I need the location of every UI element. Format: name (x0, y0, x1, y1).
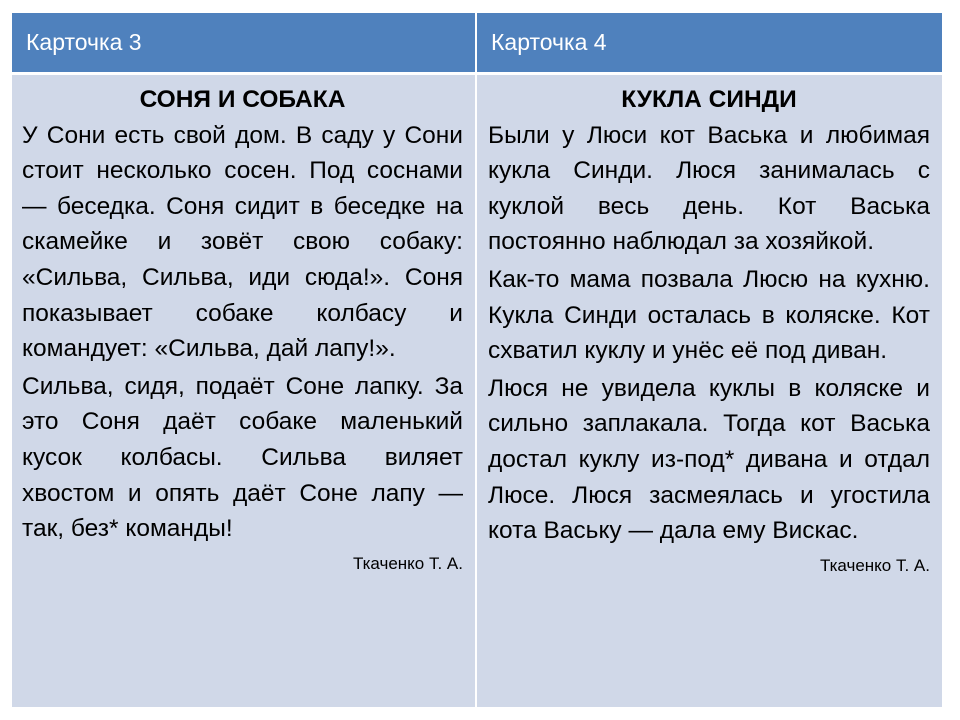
card3-header (12, 13, 475, 75)
card3-paragraph: Сильва, сидя, подаёт Соне лапку. За это Соня даёт собаке маленький кусок колбасы. Сильва виляет хвостом и опять даёт Соне лапу — так, без* команды! (22, 372, 463, 543)
card3-paragraph: У Сони есть свой дом. В саду у Сони стоит несколько сосен. Под соснами — беседка. Соня сидит в беседке на скамейке и зовёт свою собаку: «Сильва, Сильва, иди сюда!». Соня показывает собаке колбасу и командует: «Сильва, дай лапу!». (22, 121, 463, 363)
card4-paragraph: Были у Люси кот Васька и любимая кукла Синди. Люся занималась с куклой весь день. Кот Васька постоянно наблюдал за хозяйкой. (488, 121, 930, 256)
card3-body (12, 75, 475, 707)
card4-header (475, 13, 942, 75)
card4-body (475, 75, 942, 707)
card4-paragraph: Люся не увидела куклы в коляске и сильно заплакала. Тогда кот Васька достал куклу из-под* дивана и отдал Люсе. Люся засмеялась и угостила кота Ваську — дала ему Вискас. (488, 374, 930, 545)
card4-paragraph: Как-то мама позвала Люсю на кухню. Кукла Синди осталась в коляске. Кот схватил куклу и унёс её под диван. (488, 265, 930, 365)
card4-header-label: Карточка 4 (491, 29, 607, 55)
card3-title: СОНЯ И СОБАКА (139, 86, 346, 113)
card3-author: Ткаченко Т. А. (352, 553, 463, 573)
card3-header-label: Карточка 3 (26, 29, 142, 55)
card4-title: КУКЛА СИНДИ (621, 86, 797, 113)
cards-table (12, 13, 942, 707)
card4-author: Ткаченко Т. А. (819, 555, 930, 575)
